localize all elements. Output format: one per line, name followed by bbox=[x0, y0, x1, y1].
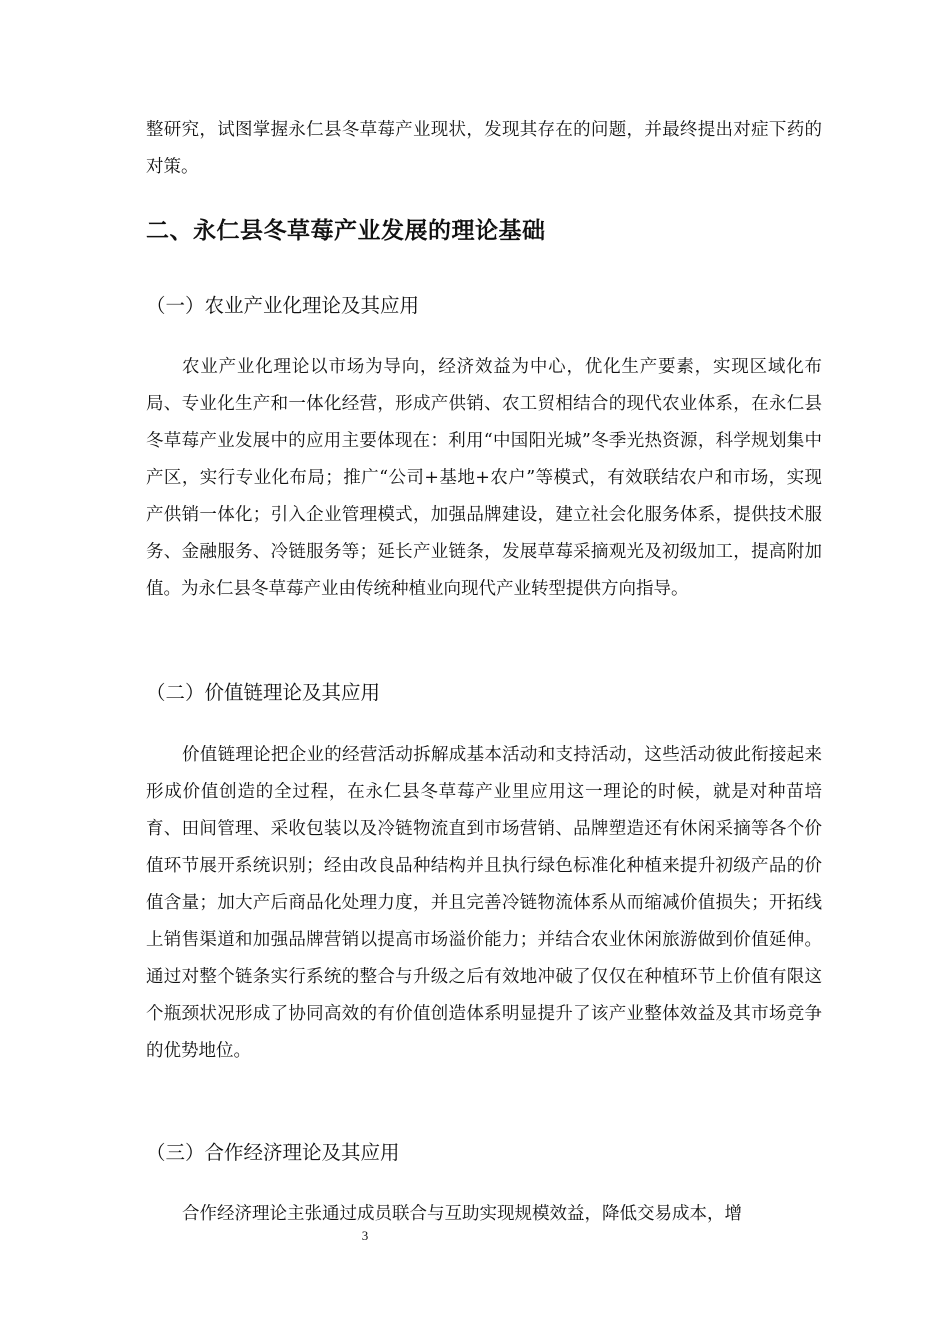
subsection-heading-2: （二）价值链理论及其应用 bbox=[146, 681, 381, 704]
subsection-heading-3: （三）合作经济理论及其应用 bbox=[146, 1141, 400, 1164]
page-number: 3 bbox=[361, 1228, 369, 1243]
subsection-heading-1: （一）农业产业化理论及其应用 bbox=[146, 294, 420, 317]
subsection-2-paragraph: 价值链理论把企业的经营活动拆解成基本活动和支持活动，这些活动彼此衔接起来形成价值创造的全过程，在永仁县冬草莓产业里应用这一理论的时候，就是对种苗培育、田间管理、采收包装以及冷链物流直到市场营销、品牌塑造还有休闲采摘等各个价值环节展开系统识别；经由改良品种结构并且执行绿色标准化种植来提升初级产品的价值含量；加大产后商品化处理力度，并且完善冷链物流体系从而缩减价值损失；开拓线上销售渠道和加强品牌营销以提高市场溢价能力；并结合农业休闲旅游做到价值延伸。通过对整个链条实行系统的整合与升级之后有效地冲破了仅仅在种植环节上价值有限这个瓶颈状况形成了协同高效的有价值创造体系明显提升了该产业整体效益及其市场竞争的优势地位。 bbox=[146, 745, 822, 1061]
subsection-1-paragraph: 农业产业化理论以市场为导向，经济效益为中心，优化生产要素，实现区域化布局、专业化生产和一体化经营，形成产供销、农工贸相结合的现代农业体系，在永仁县冬草莓产业发展中的应用主要体现在：利用“中国阳光城”冬季光热资源，科学规划集中产区，实行专业化布局；推广“公司+基地+农户”等模式，有效联结农户和市场，实现产供销一体化；引入企业管理模式，加强品牌建设，建立社会化服务体系，提供技术服务、金融服务、冷链服务等；延长产业链条，发展草莓采摘观光及初级加工，提高附加值。为永仁县冬草莓产业由传统种植业向现代产业转型提供方向指导。 bbox=[146, 357, 822, 599]
section-heading: 二、永仁县冬草莓产业发展的理论基础 bbox=[146, 218, 546, 244]
intro-paragraph-tail: 整研究，试图掌握永仁县冬草莓产业现状，发现其存在的问题，并最终提出对症下药的对策。 bbox=[146, 120, 822, 177]
subsection-3-paragraph: 合作经济理论主张通过成员联合与互助实现规模效益，降低交易成本，增 bbox=[182, 1204, 742, 1224]
